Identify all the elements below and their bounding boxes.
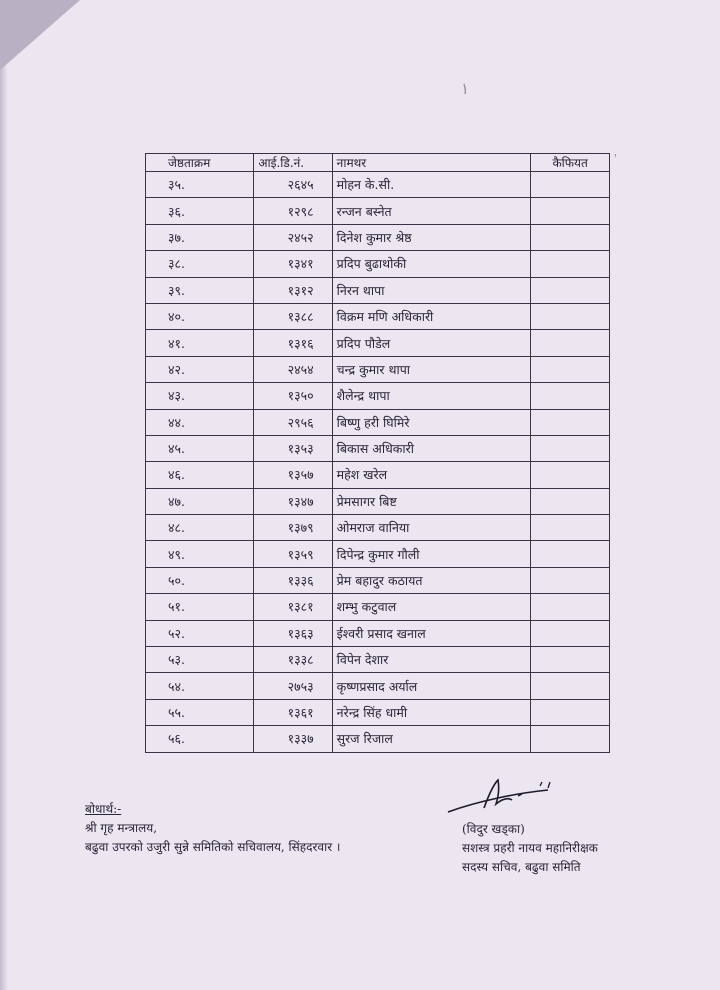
cell-name: विक्रम मणि अधिकारी [332,303,531,329]
cell-remark [531,277,610,303]
cell-remark [531,330,610,356]
cell-name: महेश खरेल [332,462,531,488]
handwritten-signature [440,778,560,826]
cell-rank: ४६. [146,462,254,488]
cell-id: १३५० [254,383,332,409]
cell-remark [531,647,610,673]
cell-name: बिकास अधिकारी [332,435,531,461]
table-row [146,303,610,329]
cell-remark [531,673,610,699]
table-row [146,224,610,250]
cell-remark [531,435,610,461]
header-name: नामथर [332,154,531,172]
cell-rank: ४५. [146,435,254,461]
cell-name: ओमराज वानिया [332,515,531,541]
cell-id: २९५६ [254,409,332,435]
cell-id: १३३७ [254,726,332,752]
header-rank: जेष्ठताक्रम [146,154,254,172]
cell-rank: ४१. [146,330,254,356]
cell-rank: ४८. [146,515,254,541]
table-row [146,515,610,541]
cell-remark [531,383,610,409]
cell-id: २७५३ [254,673,332,699]
cell-id: १३६३ [254,620,332,646]
signatory-block [462,820,598,877]
cell-rank: ४३. [146,383,254,409]
cell-name: दिपेन्द्र कुमार गौली [332,541,531,567]
cell-remark [531,567,610,593]
cell-name: सुरज रिजाल [332,726,531,752]
cell-id: १३५३ [254,435,332,461]
cell-id: १३५७ [254,462,332,488]
cell-remark [531,462,610,488]
cell-rank: ३७. [146,224,254,250]
table-row [146,726,610,752]
table-row [146,699,610,725]
signatory-title: सशस्त्र प्रहरी नायव महानिरीक्षक [462,841,598,855]
cell-rank: ४९. [146,541,254,567]
cell-name: शैलेन्द्र थापा [332,383,531,409]
cell-rank: ५१. [146,594,254,620]
cell-rank: ४०. [146,303,254,329]
table-row [146,409,610,435]
cell-id: २४५२ [254,224,332,250]
cc-label: बोधार्थ:- [85,802,122,816]
table-row [146,435,610,461]
cell-name: मोहन के.सी. [332,172,531,198]
cell-id: १३८८ [254,303,332,329]
cell-rank: ४४. [146,409,254,435]
folded-corner [0,0,80,70]
cell-remark [531,541,610,567]
cell-remark [531,699,610,725]
cell-rank: ३९. [146,277,254,303]
cell-name: रन्जन बस्नेत [332,198,531,224]
table-row [146,251,610,277]
table-row [146,620,610,646]
cell-id: १३६१ [254,699,332,725]
cell-rank: ४२. [146,356,254,382]
cell-name: कृष्णप्रसाद अर्याल [332,673,531,699]
cell-rank: ४७. [146,488,254,514]
cell-name: प्रेमसागर बिष्ट [332,488,531,514]
cell-rank: ३८. [146,251,254,277]
cell-remark [531,726,610,752]
cell-name: निरन थापा [332,277,531,303]
cell-rank: ५२. [146,620,254,646]
table-row [146,673,610,699]
table-row [146,647,610,673]
header-remark: कैफियत [531,154,610,172]
cell-rank: ५०. [146,567,254,593]
cell-id: १३४७ [254,488,332,514]
seniority-table [145,153,610,753]
cell-name: प्रदिप पौडेल [332,330,531,356]
cell-id: १३१२ [254,277,332,303]
signatory-name: (विदुर खड्का) [462,822,525,836]
cell-rank: ५६. [146,726,254,752]
table-row [146,356,610,382]
cell-remark [531,515,610,541]
cell-name: शम्भु कटुवाल [332,594,531,620]
cell-remark [531,620,610,646]
cell-id: १३३८ [254,647,332,673]
cell-id: २६४५ [254,172,332,198]
cell-name: चन्द्र कुमार थापा [332,356,531,382]
cell-remark [531,356,610,382]
signatory-role: सदस्य सचिव, बढुवा समिति [462,860,581,874]
cell-remark [531,172,610,198]
cell-remark [531,198,610,224]
table-row [146,488,610,514]
cell-id: १३५९ [254,541,332,567]
pen-mark [460,80,480,100]
table-row [146,172,610,198]
cell-name: विपेन देशार [332,647,531,673]
cell-id: १३७९ [254,515,332,541]
table-row [146,330,610,356]
table-row [146,567,610,593]
cell-name: प्रेम बहादुर कठायत [332,567,531,593]
cell-remark [531,488,610,514]
cell-id: १३८१ [254,594,332,620]
cell-id: १२९८ [254,198,332,224]
cell-remark [531,409,610,435]
table-row [146,383,610,409]
cc-line-1: श्री गृह मन्त्रालय, [85,821,158,835]
cell-remark [531,251,610,277]
table-row [146,462,610,488]
cell-name: दिनेश कुमार श्रेष्ठ [332,224,531,250]
cell-remark [531,224,610,250]
table-row [146,541,610,567]
cell-id: १३४१ [254,251,332,277]
table-body [146,172,610,753]
cell-id: १३१६ [254,330,332,356]
cell-remark [531,594,610,620]
cell-name: बिष्णु हरी घिमिरे [332,409,531,435]
stray-mark: ' [614,153,617,164]
cell-remark [531,303,610,329]
header-id: आई.डि.नं. [254,154,332,172]
cell-rank: ५४. [146,673,254,699]
cell-id: २४५४ [254,356,332,382]
cell-rank: ३६. [146,198,254,224]
cell-name: ईश्वरी प्रसाद खनाल [332,620,531,646]
cell-id: १३३६ [254,567,332,593]
table-row [146,198,610,224]
table-row [146,277,610,303]
cell-name: प्रदिप बुढाथोकी [332,251,531,277]
page-edge-shadow [0,0,8,990]
cell-rank: ५३. [146,647,254,673]
table-header-row [146,154,610,172]
cc-block [85,800,340,857]
cell-name: नरेन्द्र सिंह धामी [332,699,531,725]
cell-rank: ५५. [146,699,254,725]
cc-line-2: बढुवा उपरको उजुरी सुन्ने समितिको सचिवालय, सिंहदरवार । [85,840,341,854]
table-row [146,594,610,620]
cell-rank: ३५. [146,172,254,198]
